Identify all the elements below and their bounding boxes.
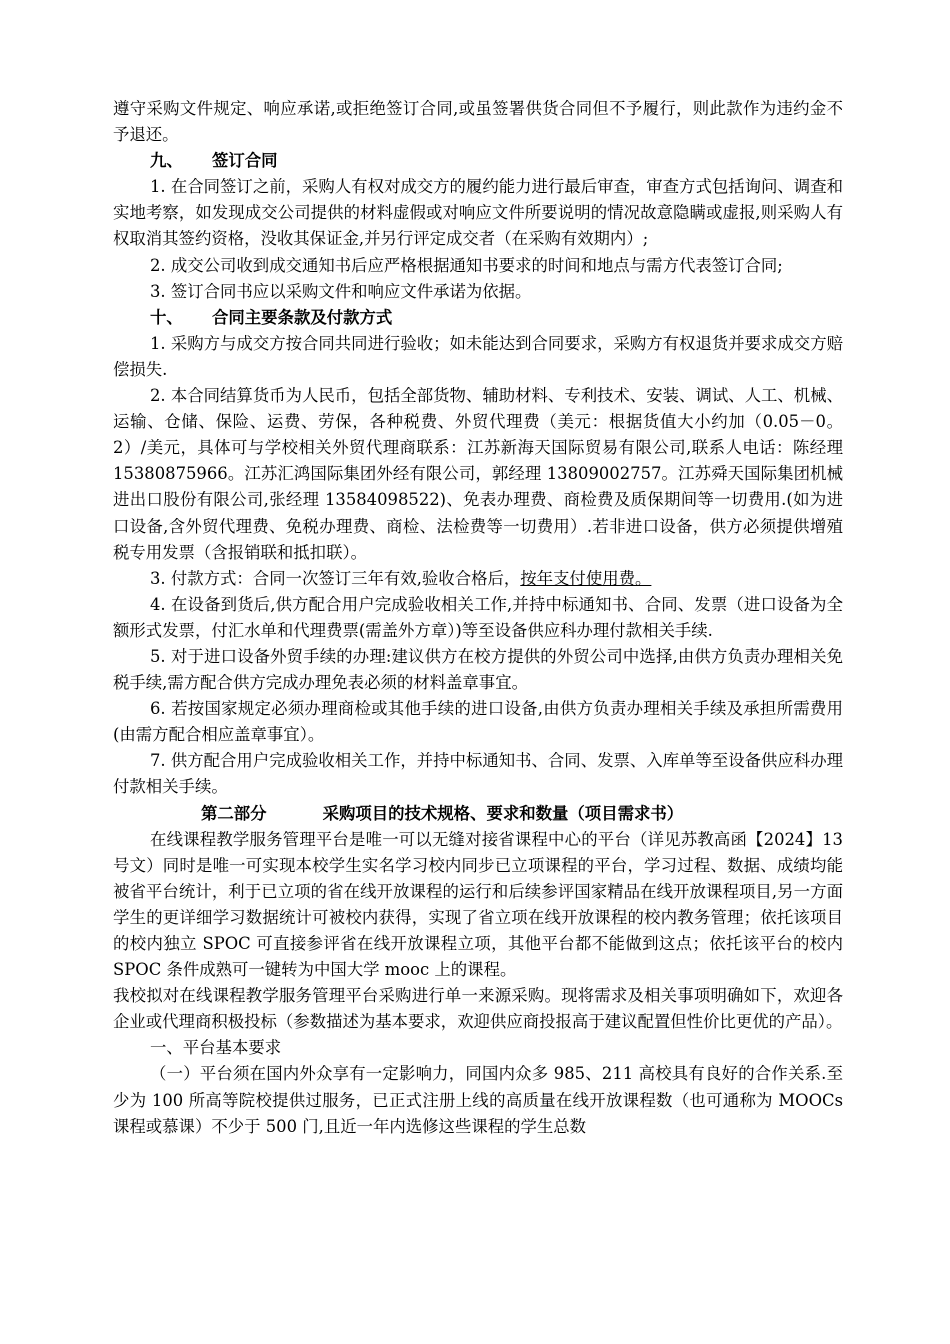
section-10-item-6: 6. 若按国家规定必须办理商检或其他手续的进口设备,由供方负责办理相关手续及承担所需费用(由需方配合相应盖章事宜）。 <box>113 699 843 745</box>
section-10-item-5: 5. 对于进口设备外贸手续的办理:建议供方在校方提供的外贸公司中选择,由供方负责办理相关免税手续,需方配合供方完成办理免表必须的材料盖章事宜。 <box>113 646 843 693</box>
document-body <box>113 96 843 1140</box>
section-10-item-3 <box>113 566 843 592</box>
section-10-heading <box>113 305 843 331</box>
section-10-item-4: 4. 在设备到货后,供方配合用户完成验收相关工作,并持中标通知书、合同、发票（进口设备为全额形式发票，付汇水单和代理费票(需盖外方章）)等至设备供应科办理付款相关手续. <box>113 594 843 640</box>
part-2-title: 采购项目的技术规格、要求和数量（项目需求书） <box>322 803 684 823</box>
part-2-label: 第二部分 <box>201 803 267 823</box>
section-9-number: 九、 <box>150 151 183 171</box>
payment-terms-text: 3. 付款方式：合同一次签订三年有效,验收合格后， <box>150 568 521 588</box>
payment-terms-underlined: 按年支付使用费。 <box>520 568 652 588</box>
part-2-paragraph-2: 我校拟对在线课程教学服务管理平台采购进行单一来源采购。现将需求及相关事项明确如下，欢迎各企业或代理商积极投标（参数描述为基本要求，欢迎供应商投报高于建议配置但性价比更优的产品）。 <box>113 986 843 1032</box>
subsection-1-item-1: （一）平台须在国内外众享有一定影响力，同国内众多 985、211 高校具有良好的合作关系.至少为 100 所高等院校提供过服务，已正式注册上线的高质量在线开放课程数（也可通称为 MOOCs 课程或慕课）不少于 500 门,且近一年内选修这些课程的学生总数 <box>113 1064 843 1136</box>
section-9-item-1: 1. 在合同签订之前，采购人有权对成交方的履约能力进行最后审查，审查方式包括询问、调查和实地考察，如发现成交公司提供的材料虚假或对响应文件所要说明的情况故意隐瞒或虚报,则采购人有权取消其签约资格，没收其保证金,并另行评定成交者（在采购有效期内）; <box>113 177 843 249</box>
part-2-heading <box>113 801 843 827</box>
section-9-item-3: 3. 签订合同书应以采购文件和响应文件承诺为依据。 <box>150 281 532 301</box>
section-10-item-2: 2. 本合同结算货币为人民币，包括全部货物、辅助材料、专利技术、安装、调试、人工、机械、运输、仓储、保险、运费、劳保，各种税费、外贸代理费（美元：根据货值大小约加（0.05－0。2）/美元，具体可与学校相关外贸代理商联系：江苏新海天国际贸易有限公司,联系人电话：陈经理 15380875966。江苏汇鸿国际集团外经有限公司，郭经理 13809002757。江苏舜天国际集团机械进出口股份有限公司,张经理 13584098522)、免表办理费、商检费及质保期间等一切费用.(如为进口设备,含外贸代理费、免税办理费、商检、法检费等一切费用）.若非进口设备，供方必须提供增殖税专用发票（含报销联和抵扣联）。 <box>113 386 843 562</box>
section-10-title: 合同主要条款及付款方式 <box>212 307 393 327</box>
section-10-item-7: 7. 供方配合用户完成验收相关工作，并持中标通知书、合同、发票、入库单等至设备供应科办理付款相关手续。 <box>113 751 843 797</box>
section-9-title: 签订合同 <box>212 151 278 171</box>
intro-paragraph: 遵守采购文件规定、响应承诺,或拒绝签订合同,或虽签署供货合同但不予履行，则此款作为违约金不予退还。 <box>113 99 843 145</box>
section-10-number: 十、 <box>150 307 183 327</box>
section-9-item-2: 2. 成交公司收到成交通知书后应严格根据通知书要求的时间和地点与需方代表签订合同; <box>150 255 783 275</box>
section-9-heading <box>113 148 843 174</box>
section-10-item-1: 1. 采购方与成交方按合同共同进行验收；如未能达到合同要求，采购方有权退货并要求成交方赔偿损失. <box>113 333 843 379</box>
subsection-1-heading: 一、平台基本要求 <box>150 1038 282 1058</box>
part-2-paragraph-1: 在线课程教学服务管理平台是唯一可以无缝对接省课程中心的平台（详见苏教高函【2024】13 号文）同时是唯一可实现本校学生实名学习校内同步已立项课程的平台，学习过程、数据、成绩均能被省平台统计，利于已立项的省在线开放课程的运行和后续参评国家精品在线开放课程项目,另一方面学生的更详细学习数据统计可被校内获得，实现了省立项在线开放课程的校内教务管理；依托该项目的校内独立 SPOC 可直接参评省在线开放课程立项，其他平台都不能做到这点；依托该平台的校内 SPOC 条件成熟可一键转为中国大学 mooc 上的课程。 <box>113 829 843 980</box>
